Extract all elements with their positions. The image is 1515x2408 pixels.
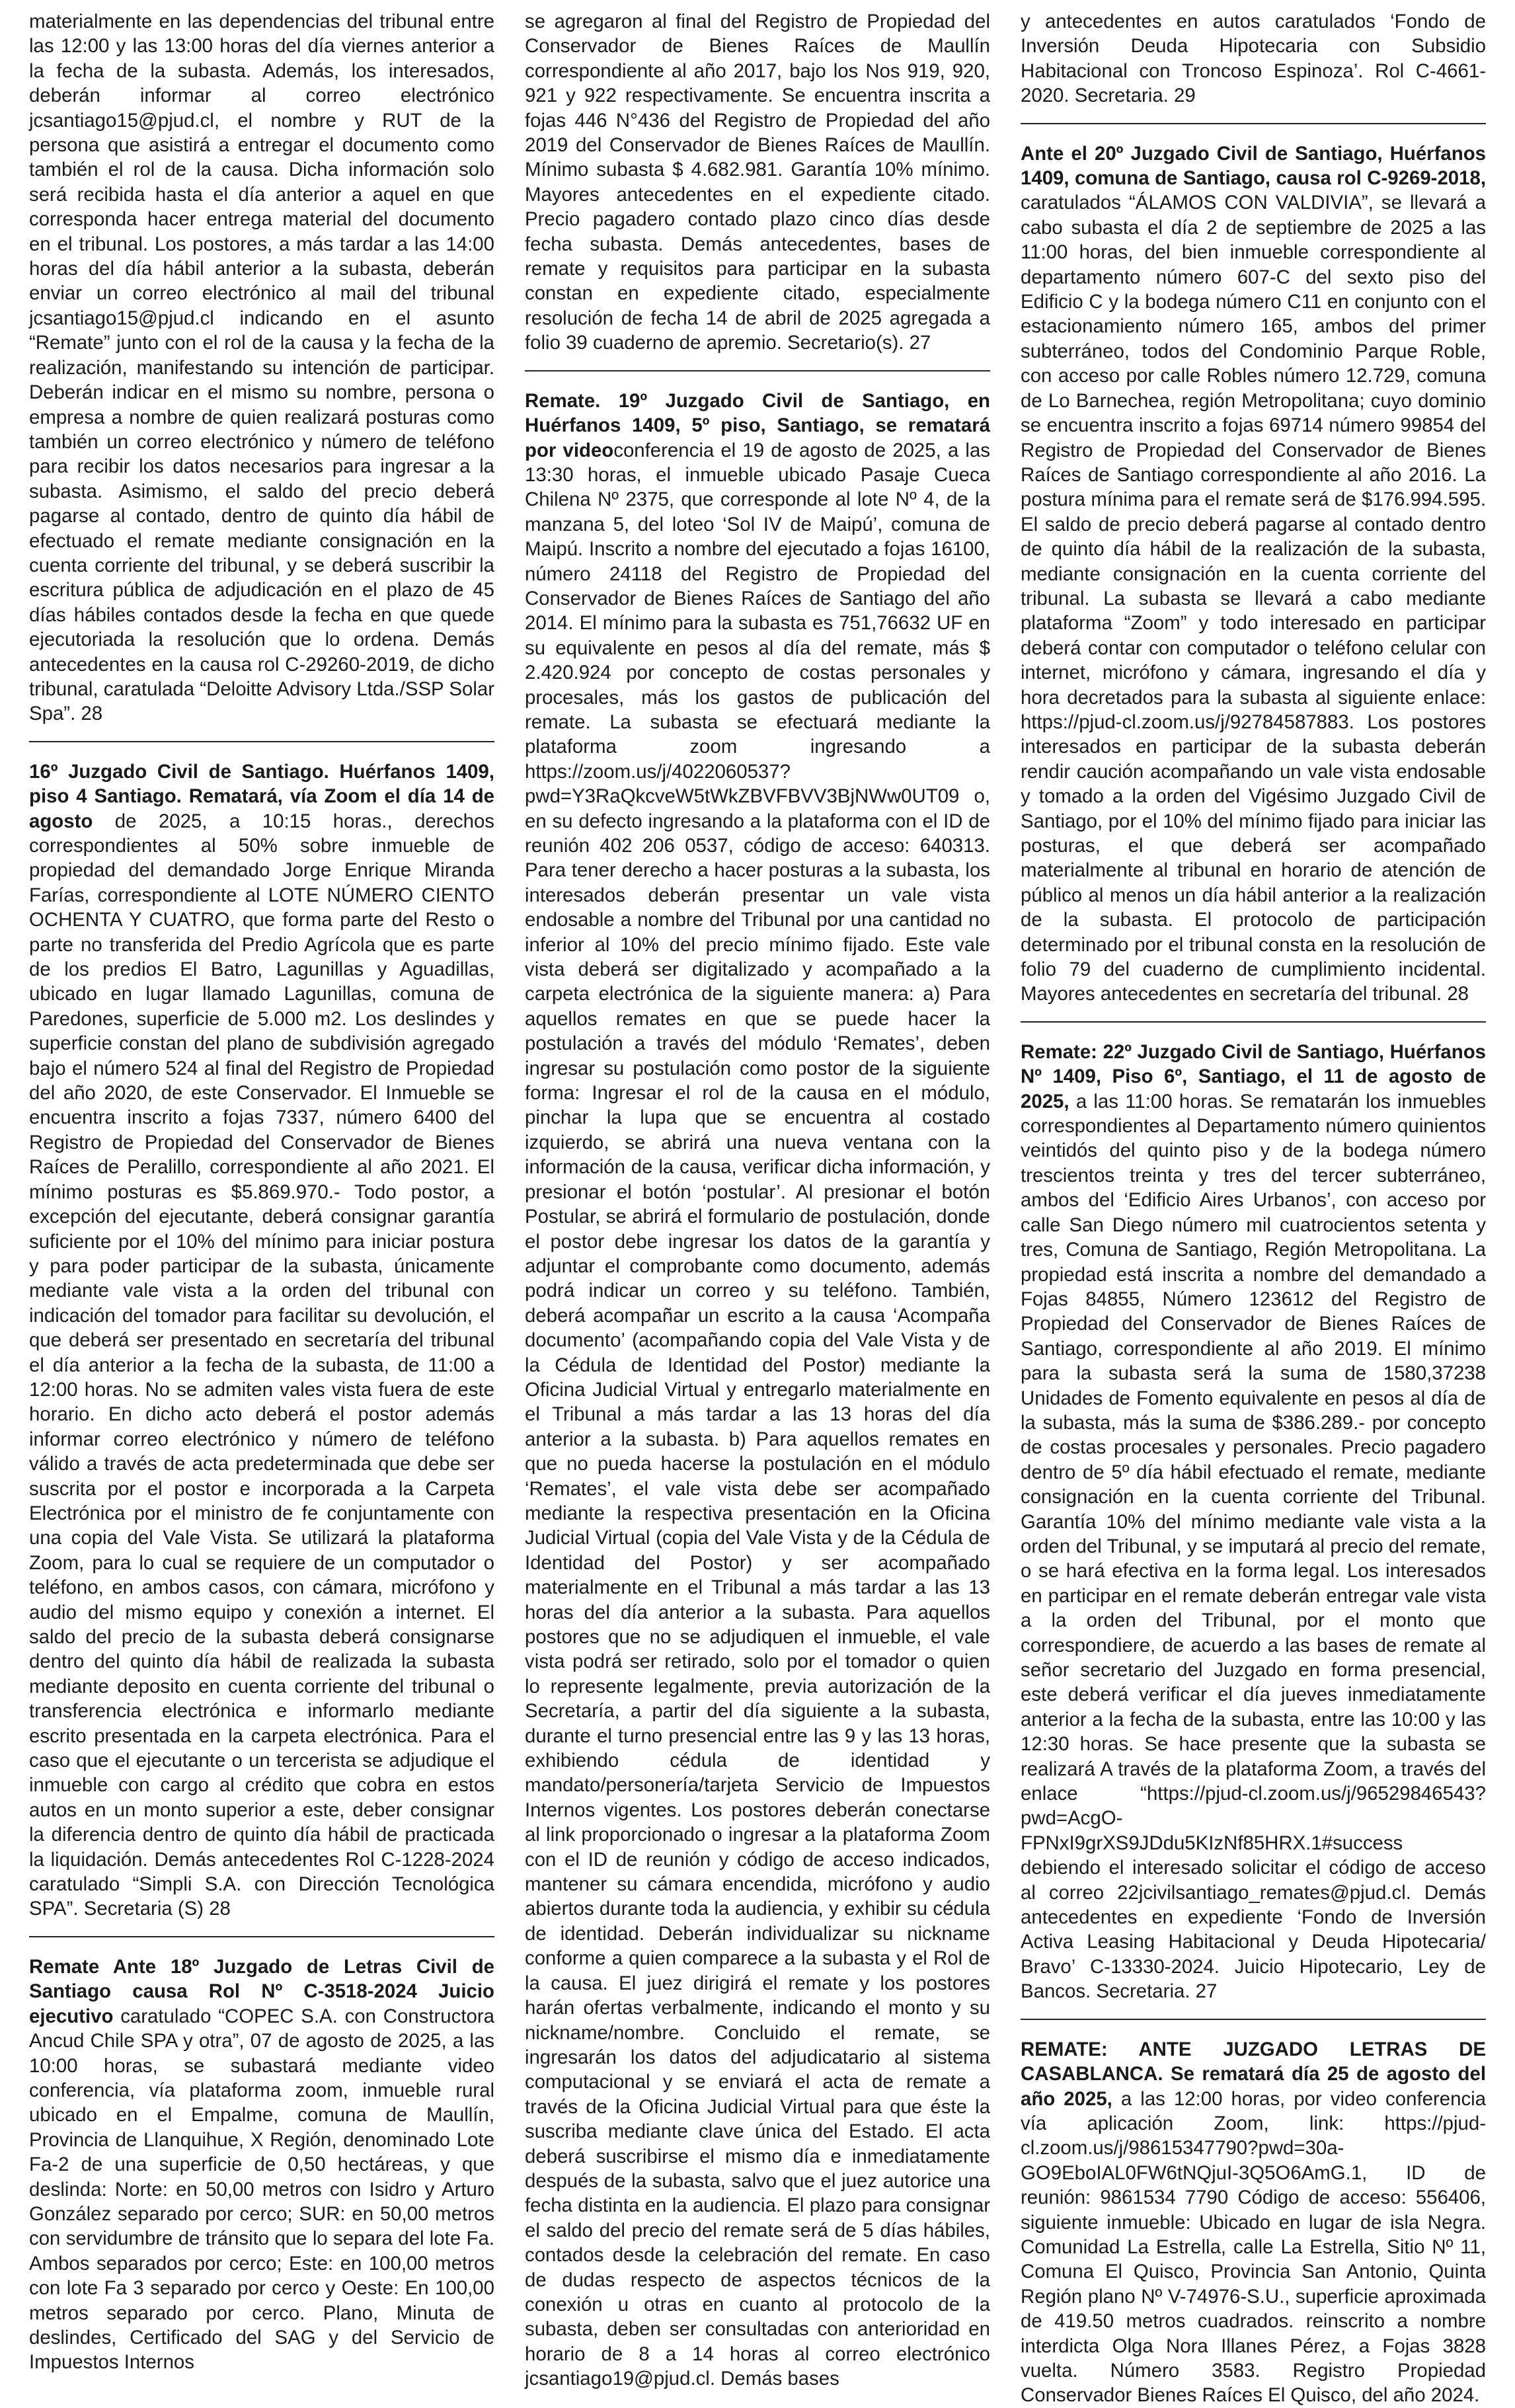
notice-text: se agregaron al final del Registro de Propiedad del Conservador de Bienes Raíces de Maullín correspondiente al año 2017, bajo los Nos 919, 920, 921 y 922 respectivamente. Se encuentra inscrita a fojas 446 N°436 del Registro de Propiedad del año 2019 del Conservador de Bienes Raíces de Maullín. Mínimo subasta $ 4.682.981. Garantía 10% mínimo. Mayores antecedentes en el expediente citado. Precio pagadero contado plazo cinco días desde fecha subasta. Demás antecedentes, bases de remate y requisitos para participar en la subasta constan en expediente citado, especialmente resolución de fecha 14 de abril de 2025 agregada a folio 39 cuaderno de apremio. Secretario(s). 27 xyxy=(525,11,990,354)
notice-heading: Ante el 20º Juzgado Civil de Santiago, Huérfanos 1409, comuna de Santiago, causa rol C-9269-2018, xyxy=(1021,142,1486,190)
notice-divider xyxy=(29,741,494,742)
notice-text: caratulados “ÁLAMOS CON VALDIVIA”, se llevará a cabo subasta el día 2 de septiembre de 2025 a las 11:00 horas, del bien inmueble correspondiente al departamento número 607-C del sexto piso del Edificio C y la bodega número C11 en conjunto con el estacionamiento número 165, ambos del primer subterráneo, todos del Condominio Parque Roble, con acceso por calle Robles número 12.729, comuna de Lo Barnechea, región Metropolitana; cuyo dominio se encuentra inscrito a fojas 69714 número 99854 del Registro de Propiedad del Conservador de Bienes Raíces de Santiago correspondiente al año 2016. La postura mínima para el remate será de $176.994.595. El saldo de precio deberá pagarse al contado dentro de quinto día hábil de la realización de la subasta, mediante consignación en la cuenta corriente del tribunal. La subasta se llevará a cabo mediante plataforma “Zoom” y todo interesado en participar deberá contar con computador o teléfono celular con internet, micrófono y cámara, ingresando el día y hora decretados para la subasta al siguiente enlace: https://pjud-cl.zoom.us/j/92784587883. Los postores interesados en participar de la subasta deberán rendir caución acompañando un vale vista endosable y tomado a la orden del Vigésimo Juzgado Civil de Santiago, por el 10% del mínimo fijado para iniciar las posturas, el que deberá ser acompañado materialmente al tribunal en horario de atención de público al menos un día hábil anterior a la realización de la subasta. El protocolo de participación determinado por el tribunal consta en la resolución de folio 79 del cuaderno de cumplimiento incidental. Mayores antecedentes en secretaría del tribunal. 28 xyxy=(1021,192,1486,1005)
notice-divider xyxy=(525,370,990,371)
notice-text: materialmente en las dependencias del tribunal entre las 12:00 y las 13:00 horas del día viernes anterior a la fecha de la subasta. Además, los interesados, deberán informar al correo electrónico jcsantiago15@pjud.cl, el nombre y RUT de la persona que asistirá a entregar el documento como también el rol de la causa. Dicha información solo será recibida hasta el día anterior a aquel en que corresponda hacer entrega material del documento en el tribunal. Los postores, a más tardar a las 14:00 horas del día hábil anterior a la subasta, deberán enviar un correo electrónico al mail del tribunal jcsantiago15@pjud.cl indicando en el asunto “Remate” junto con el rol de la causa y la fecha de la realización, manifestando su intención de participar. Deberán indicar en el mismo su nombre, persona o empresa a nombre de quien realizará posturas como también un correo electrónico y número de teléfono para recibir los datos necesarios para ingresar a la subasta. Asimismo, el saldo del precio deberá pagarse al contado, dentro de quinto día hábil de efectuado el remate mediante consignación en la cuenta corriente del tribunal, y se deberá suscribir la escritura pública de adjudicación en el plazo de 45 días hábiles contados desde la fecha en que quede ejecutoriada la resolución que lo ordena. Demás antecedentes en la causa rol C-29260-2019, de dicho tribunal, caratulada “Deloitte Advisory Ltda./SSP Solar Spa”. 28 xyxy=(29,11,494,725)
notice-16-juzgado xyxy=(29,759,494,1922)
notice-text: a las 12:00 horas, por video conferencia vía aplicación Zoom, link: https://pjud-cl.zoom.us/j/98615347790?pwd=30a-GO9EboIAL0FW6tNQjuI-3Q5O6AmG.1, ID de reunión: 9861534 7790 Código de acceso: 556406, siguiente inmueble: Ubicado en lugar de isla Negra. Comunidad La Estrella, calle La Estrella, Sitio Nº 11, Comuna El Quisco, Provincia San Antonio, Quinta Región plano Nº V-74976-S.U., superficie aproximada de 419.50 metros cuadrados. reinscrito a nombre interdicta Olga Nora Illanes Pérez, a Fojas 3828 vuelta. Número 3583. Registro Propiedad Conservador Bienes Raíces El Quisco, del año 2024. xyxy=(1021,2087,1487,2407)
notice-heading: Remate Ante 18º Juzgado de Letras Civil de Santiago causa Rol Nº C-3518-2024 Juicio ejecutivo xyxy=(29,1955,494,2027)
notice-heading: Remate. 19º Juzgado Civil de Santiago, en Huérfanos 1409, 5º piso, Santiago, se rematará por video xyxy=(525,389,990,461)
notice-text: de 2025, a 10:15 horas., derechos correspondientes al 50% sobre inmueble de propiedad del demandado Jorge Enrique Miranda Farías, correspondiente al LOTE NÚMERO CIENTO OCHENTA Y CUATRO, que forma parte del Resto o parte no transferida del Predio Agrícola que es parte de los predios El Batro, Lagunillas y Aguadillas, ubicado en lugar llamado Lagunillas, comuna de Paredones, superficie de 5.000 m2. Los deslindes y superficie constan del plano de subdivisión agregado bajo el número 524 al final del Registro de Propiedad del año 2020, de este Conservador. El Inmueble se encuentra inscrito a fojas 7337, número 6400 del Registro de Propiedad del Conservador de Bienes Raíces de Peralillo, correspondiente al año 2021. El mínimo posturas es $5.869.970.- Todo postor, a excepción del ejecutante, deberá consignar garantía suficiente por el 10% del mínimo para iniciar postura y para poder participar de la subasta, únicamente mediante vale vista a la orden del tribunal con indicación del tomador para facilitar su devolución, el que deberá ser presentado en secretaría del tribunal el día anterior a la fecha de la subasta, de 11:00 a 12:00 horas. No se admiten vales vista fuera de este horario. En dicho acto deberá el postor además informar correo electrónico y número de teléfono válido a través de acta predeterminada que debe ser suscrita por el postor e incorporada a la Carpeta Electrónica por el ministro de fe conjuntamente con una copia del Vale Vista. Se utilizará la plataforma Zoom, para lo cual se requiere de un computador o teléfono, en ambos casos, con cámara, micrófono y audio del mismo equipo y conexión a internet. El saldo del precio de la subasta deberá consignarse dentro del quinto día hábil de realizada la subasta mediante deposito en cuenta corriente del tribunal o transferencia electrónica e informarlo mediante escrito presentada en la carpeta electrónica. Para el caso que el ejecutante o un tercerista se adjudique el inmueble con cargo al crédito que cobra en estos autos en un monto superior a este, deber consignar la diferencia dentro de quinto día hábil de practicada la liquidación. Demás antecedentes Rol C-1228-2024 caratulado “Simpli S.A. con Dirección Tecnológica SPA”. Secretaria (S) 28 xyxy=(29,810,494,1920)
notice-text: a las 11:00 horas. Se rematarán los inmuebles correspondientes al Departamento número quinientos veintidós del quinto piso y de la bodega número trescientos treinta y tres del tercer subterráneo, ambos del ‘Edificio Aires Urbanos’, con acceso por calle San Diego número mil cuatrocientos setenta y tres, Comuna de Santiago, Región Metropolitana. La propiedad está inscrita a nombre del demandado a Fojas 84855, Número 123612 del Registro de Propiedad del Conservador de Bienes Raíces de Santiago, correspondiente al año 2019. El mínimo para la subasta será la suma de 1580,37238 Unidades de Fomento equivalente en pesos al día de la subasta, más la suma de $386.289.- por concepto de costas procesales y personales. Precio pagadero dentro de 5º día hábil efectuado el remate, mediante consignación en la cuenta corriente del Tribunal. Garantía 10% del mínimo mediante vale vista a la orden del Tribunal, y se imputará al precio del remate, o se hará efectiva en la forma legal. Los interesados en participar en el remate deberán entregar vale vista a la orden del Tribunal, por el monto que correspondiere, de acuerdo a las bases de remate al señor secretario del Juzgado en forma presencial, este deberá verificar el día jueves inmediatamente anterior a la fecha de la subasta, entre las 10:00 y las 12:30 horas. Se hace presente que la subasta se realizará A través de la plataforma Zoom, a través del enlace “https://pjud-cl.zoom.us/j/96529846543?pwd=AcgO-FPNxI9grXS9JDdu5KIzNf85HRX.1#success debiendo el interesado solicitar el código de acceso al correo 22jcivilsantiago_remates@pjud.cl. Demás antecedentes en expediente ‘Fondo de Inversión Activa Leasing Habitacional y Deuda Hipotecaria/ Bravo’ C-13330-2024. Juicio Hipotecario, Ley de Bancos. Secretaria. 27 xyxy=(1021,1090,1486,2003)
notice-divider xyxy=(1021,1021,1486,1023)
notice-text: caratulado “COPEC S.A. con Constructora Ancud Chile SPA y otra”, 07 de agosto de 2025, a las 10:00 horas, se subastará mediante video conferencia, vía plataforma zoom, inmueble rural ubicado en el Empalme, comuna de Maullín, Provincia de Llanquihue, X Región, denominado Lote Fa-2 de una superficie de 0,50 hectáreas, y que deslinda: Norte: en 50,00 metros con Isidro y Arturo González separado por cerco; SUR: en 50,00 metros con servidumbre de tránsito que lo separa del lote Fa. Ambos separados por cerco; Este: en 100,00 metros con lote Fa 3 separado por cerco y Oeste: En 100,00 metros separado por cerco. Plano, Minuta de deslindes, Certificado del SAG y del Servicio de Impuestos Internos xyxy=(29,2005,494,2374)
notice-heading: Remate: 22º Juzgado Civil de Santiago, Huérfanos Nº 1409, Piso 6º, Santiago, el 11 de agosto de 2025, xyxy=(1021,1040,1486,1112)
notice-continuation xyxy=(525,9,990,356)
notice-continuation xyxy=(29,9,494,726)
notice-casablanca xyxy=(1021,2037,1486,2408)
notice-text: y antecedentes en autos caratulados ‘Fondo de Inversión Deuda Hipotecaria con Subsidio Habitacional con Troncoso Espinoza’. Rol C-4661-2020. Secretaria. 29 xyxy=(1021,11,1486,107)
notice-divider xyxy=(29,1936,494,1937)
column-3 xyxy=(1021,9,1487,2407)
notice-heading: REMATE: ANTE JUZGADO LETRAS DE CASABLANCA. Se rematará día 25 de agosto del año 2025, xyxy=(1021,2038,1486,2110)
notice-19-juzgado xyxy=(525,389,990,2391)
notice-18-juzgado xyxy=(29,1955,494,2375)
column-1 xyxy=(29,9,494,2374)
notice-continuation xyxy=(1021,9,1486,108)
notice-divider xyxy=(1021,123,1486,124)
notice-20-juzgado xyxy=(1021,141,1486,1007)
notice-divider xyxy=(1021,2019,1486,2020)
column-2 xyxy=(525,9,990,2390)
notice-text: conferencia el 19 de agosto de 2025, a las 13:30 horas, el inmueble ubicado Pasaje Cueca Chilena Nº 2375, que corresponde al lote Nº 4, de la manzana 5, del loteo ‘Sol IV de Maipú’, comuna de Maipú. Inscrito a nombre del ejecutado a fojas 16100, número 24118 del Registro de Propiedad del Conservador de Bienes Raíces de Santiago del año 2014. El mínimo para la subasta es 751,76632 UF en su equivalente en pesos al día del remate, más $ 2.420.924 por concepto de costas personales y procesales, más los gastos de publicación del remate. La subasta se efectuará mediante la plataforma zoom ingresando a https://zoom.us/j/4022060537?pwd=Y3RaQkcveW5tWkZBVFBVV3BjNWw0UT09 o, en su defecto ingresando a la plataforma con el ID de reunión 402 206 0537, código de acceso: 640313. Para tener derecho a hacer posturas a la subasta, los interesados deberán presentar un vale vista endosable a nombre del Tribunal por una cantidad no inferior al 10% del precio mínimo fijado. Este vale vista deberá ser digitalizado y acompañado a la carpeta electrónica de la siguiente manera: a) Para aquellos remates en que se puede hacer la postulación a través del módulo ‘Remates’, deben ingresar su postulación como postor de la siguiente forma: Ingresar el rol de la causa en el módulo, pinchar la lupa que se encuentra al costado izquierdo, se abrirá una nueva ventana con la información de la causa, verificar dicha información, y presionar el botón ‘postular’. Al presionar el botón Postular, se abrirá el formulario de postulación, donde el postor debe ingresar los datos de la garantía y adjuntar el comprobante como documento, además podrá indicar un correo y su teléfono. También, deberá acompañar un escrito a la causa ‘Acompaña documento’ (acompañando copia del Vale Vista y de la Cédula de Identidad del Postor) mediante la Oficina Judicial Virtual y entregarlo materialmente en el Tribunal a más tardar a las 13 horas del día anterior a la subasta. b) Para aquellos remates en que no pueda hacerse la postulación en el módulo ‘Remates’, el vale vista debe ser acompañado mediante la respectiva presentación en la Oficina Judicial Virtual (copia del Vale Vista y de la Cédula de Identidad del Postor) y ser acompañado materialmente en el Tribunal a más tardar a las 13 horas del día anterior a la subasta. Para aquellos postores que no se adjudiquen el inmueble, el vale vista podrá ser retirado, solo por el tomador o quien lo represente legalmente, previa autorización de la Secretaría, a partir del día siguiente a la subasta, durante el turno presencial entre las 9 y las 13 horas, exhibiendo cédula de identidad y mandato/personería/tarjeta Servicio de Impuestos Internos vigentes. Los postores deberán conectarse al link proporcionado o ingresar a la plataforma Zoom con el ID de reunión y código de acceso indicados, mantener su cámara encendida, micrófono y audio abiertos durante toda la audiencia, y exhibir su cédula de identidad. Deberán individualizar su nickname conforme a quien comparece a la subasta y el Rol de la causa. El juez dirigirá el remate y los postores harán ofertas verbalmente, indicando el monto y su nickname/nombre. Concluido el remate, se ingresarán los datos del adjudicatario al sistema computacional y se enviará el acta de remate a través de la Oficina Judicial Virtual para que éste la suscriba mediante clave única del Estado. El acta deberá suscribirse el mismo día e inmediatamente después de la subasta, salvo que el juez autorice una fecha distinta en la audiencia. El plazo para consignar el saldo del precio del remate será de 5 días hábiles, contados desde la celebración del remate. En caso de dudas respecto de aspectos técnicos de la conexión u otras en cuanto al protocolo de la subasta, deben ser consultadas con anterioridad en horario de 8 a 14 horas al correo electrónico jcsantiago19@pjud.cl. Demás bases xyxy=(525,439,990,2390)
notice-heading: 16º Juzgado Civil de Santiago. Huérfanos 1409, piso 4 Santiago. Rematará, vía Zoom el día 14 de agosto xyxy=(29,760,494,832)
notice-22-juzgado xyxy=(1021,1040,1486,2004)
